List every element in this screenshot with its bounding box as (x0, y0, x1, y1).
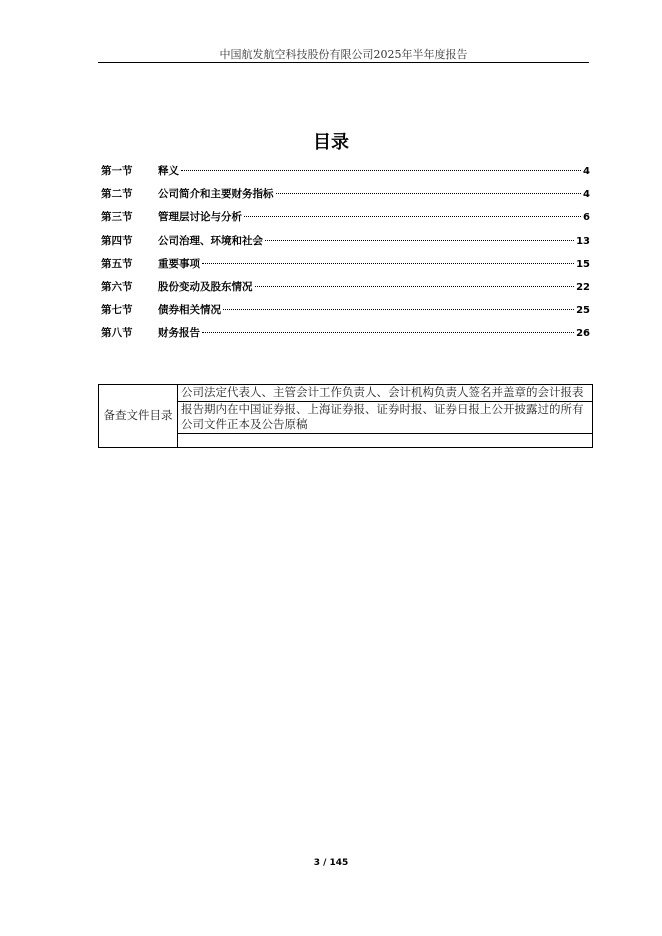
toc-section-title: 管理层讨论与分析 (158, 211, 242, 224)
toc-leader-dots (265, 240, 574, 241)
toc-page-number: 26 (576, 328, 590, 340)
toc-section-title: 公司简介和主要财务指标 (158, 188, 274, 201)
page-number: 3 / 145 (313, 858, 349, 868)
toc-leader-dots (255, 286, 575, 287)
toc-section-number: 第三节 (101, 211, 133, 224)
toc-entry[interactable] (101, 325, 590, 348)
toc-leader-dots (181, 170, 581, 171)
toc-leader-dots (244, 216, 581, 217)
toc-entry[interactable] (101, 163, 590, 186)
toc-page-number: 4 (583, 189, 590, 201)
toc-entry[interactable] (101, 279, 590, 302)
toc-page-number: 22 (576, 281, 590, 293)
toc-page-number: 25 (576, 305, 590, 317)
header-rule (98, 62, 589, 63)
toc-page-number: 13 (576, 235, 590, 247)
toc-leader-dots (202, 332, 574, 333)
toc-section-number: 第一节 (101, 165, 133, 177)
toc-section-title: 公司治理、环境和社会 (158, 234, 263, 247)
toc-section-number: 第四节 (101, 234, 133, 247)
toc-section-number: 第二节 (101, 188, 133, 201)
toc-section-number: 第七节 (101, 304, 133, 317)
toc-page-number: 15 (576, 258, 590, 270)
toc-section-number: 第五节 (101, 257, 133, 270)
toc-section-title: 股份变动及股东情况 (158, 280, 253, 293)
toc-entry[interactable] (101, 209, 590, 232)
toc-section-title: 释义 (158, 165, 179, 177)
table-of-contents (101, 163, 590, 349)
reference-doc-item: 报告期内在中国证券报、上海证券报、证券时报、证券日报上公开披露过的所有公司文件正本及公告原稿 (178, 401, 593, 433)
toc-leader-dots (202, 263, 574, 264)
reference-doc-item: 公司法定代表人、主管会计工作负责人、会计机构负责人签名并盖章的会计报表 (178, 385, 593, 402)
toc-entry[interactable] (101, 302, 590, 325)
toc-section-number: 第六节 (101, 280, 133, 293)
toc-section-title: 财务报告 (158, 327, 200, 340)
toc-page-number: 4 (583, 166, 590, 177)
reference-docs-label: 备查文件目录 (99, 385, 178, 448)
reference-doc-item (178, 433, 593, 447)
toc-entry[interactable] (101, 186, 590, 209)
table-row (99, 385, 593, 402)
toc-entry[interactable] (101, 256, 590, 279)
page-header: 中国航发航空科技股份有限公司2025年半年度报告 (219, 48, 468, 61)
toc-section-number: 第八节 (101, 327, 133, 340)
toc-section-title: 重要事项 (158, 257, 200, 270)
toc-entry[interactable] (101, 233, 590, 256)
toc-page-number: 6 (583, 212, 590, 224)
toc-section-title: 债券相关情况 (158, 304, 221, 317)
toc-title: 目录 (313, 132, 349, 153)
toc-leader-dots (276, 193, 582, 194)
reference-documents-table (98, 384, 593, 448)
toc-leader-dots (223, 309, 574, 310)
